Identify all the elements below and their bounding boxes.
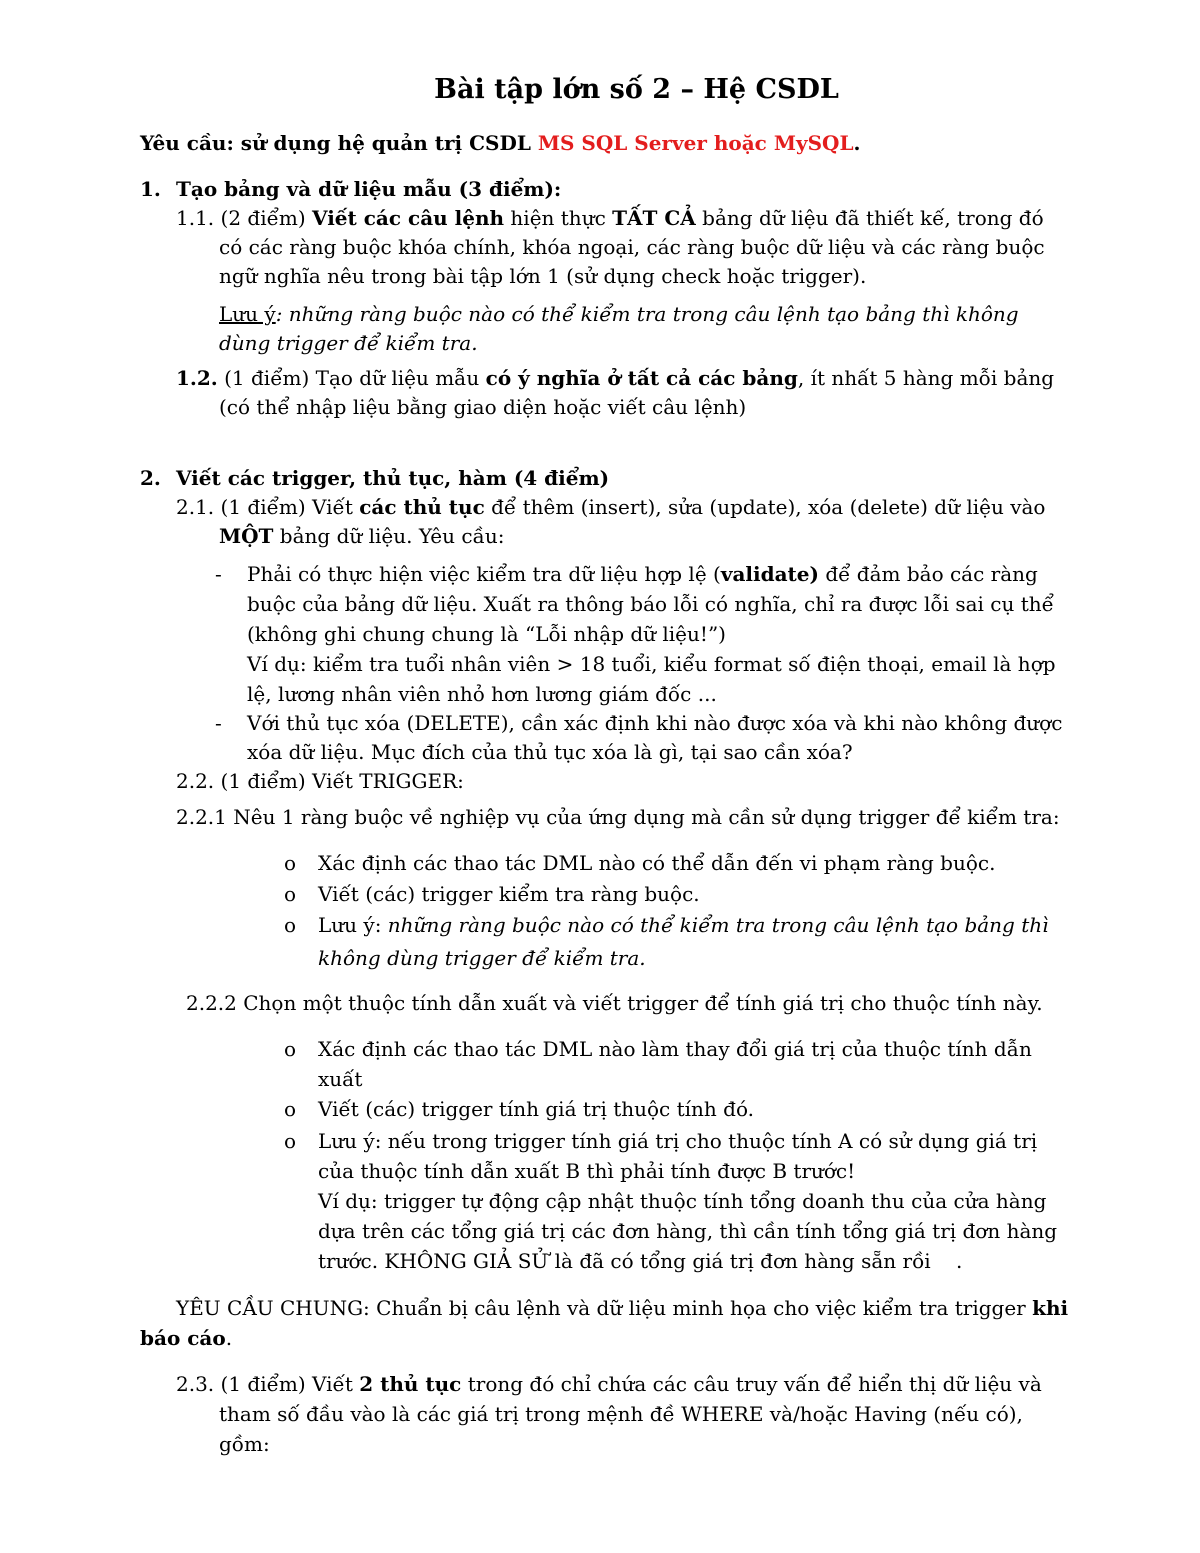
note-1-1-cont: dùng trigger để kiểm tra. [219, 331, 478, 355]
trailing-period: . [956, 1249, 963, 1273]
section-2-heading: Viết các trigger, thủ tục, hàm (4 điểm) [176, 466, 610, 490]
sub-bullet-text: trước. KHÔNG GIẢ SỬ là đã có tổng giá trị đơn hàng sẵn rồi [318, 1249, 931, 1273]
sub-bullet-text: của thuộc tính dẫn xuất B thì phải tính được B trước! [318, 1159, 856, 1183]
item-2-1-line: 2.1. (1 điểm) Viết các thủ tục để thêm (insert), sửa (update), xóa (delete) dữ liệu vào [176, 495, 1046, 519]
item-2-3-line: gồm: [219, 1432, 270, 1456]
item-2-1-line: MỘT bảng dữ liệu. Yêu cầu: [219, 524, 505, 548]
dbms-highlight: MS SQL Server hoặc MySQL [537, 131, 854, 155]
section-1-heading: Tạo bảng và dữ liệu mẫu (3 điểm): [176, 177, 562, 201]
requirement-period: . [853, 131, 861, 155]
bullet-text: (không ghi chung chung là “Lỗi nhập dữ liệu!”) [247, 622, 726, 646]
circle-bullet: o [284, 882, 297, 906]
item-1-1-line: ngữ nghĩa nêu trong bài tập lớn 1 (sử dụng check hoặc trigger). [219, 264, 867, 288]
general-requirement: YÊU CẦU CHUNG: Chuẩn bị câu lệnh và dữ liệu minh họa cho việc kiểm tra trigger khi [176, 1296, 1069, 1320]
dash-bullet: - [215, 711, 222, 735]
bullet-text: Ví dụ: kiểm tra tuổi nhân viên > 18 tuổi, kiểu format số điện thoại, email là hợp [247, 652, 1056, 676]
general-requirement-cont: báo cáo. [140, 1326, 233, 1350]
sub-bullet-text: Xác định các thao tác DML nào làm thay đổi giá trị của thuộc tính dẫn [318, 1037, 1032, 1061]
sub-bullet-text: Lưu ý: những ràng buộc nào có thể kiểm tra trong câu lệnh tạo bảng thì [318, 913, 1049, 937]
item-2-2-heading: 2.2. (1 điểm) Viết TRIGGER: [176, 769, 464, 793]
circle-bullet: o [284, 1129, 297, 1153]
bullet-text: Với thủ tục xóa (DELETE), cần xác định khi nào được xóa và khi nào không được [247, 711, 1063, 735]
bullet-text: lệ, lương nhân viên nhỏ hơn lương giám đốc ... [247, 682, 717, 706]
item-1-2-line: (có thể nhập liệu bằng giao diện hoặc viết câu lệnh) [219, 395, 747, 419]
circle-bullet: o [284, 913, 297, 937]
bullet-text: Phải có thực hiện việc kiểm tra dữ liệu hợp lệ (validate) để đảm bảo các ràng [247, 562, 1038, 586]
requirement-line [140, 133, 860, 153]
bullet-text: xóa dữ liệu. Mục đích của thủ tục xóa là gì, tại sao cần xóa? [247, 740, 853, 764]
section-2-number: 2. [140, 466, 161, 490]
sub-bullet-text: Viết (các) trigger kiểm tra ràng buộc. [318, 882, 700, 906]
section-1-number: 1. [140, 177, 161, 201]
item-2-3-line: tham số đầu vào là các giá trị trong mệnh đề WHERE và/hoặc Having (nếu có), [219, 1402, 1023, 1426]
circle-bullet: o [284, 851, 297, 875]
dash-bullet: - [215, 562, 222, 586]
note-1-1: Lưu ý: những ràng buộc nào có thể kiểm tra trong câu lệnh tạo bảng thì không [219, 302, 1019, 326]
requirement-text: Yêu cầu: sử dụng hệ quản trị CSDL [140, 131, 538, 155]
sub-bullet-text: không dùng trigger để kiểm tra. [318, 946, 646, 970]
item-1-1-line: 1.1. (2 điểm) Viết các câu lệnh hiện thực TẤT CẢ bảng dữ liệu đã thiết kế, trong đó [176, 206, 1044, 230]
bullet-text: buộc của bảng dữ liệu. Xuất ra thông báo lỗi có nghĩa, chỉ ra được lỗi sai cụ thể [247, 592, 1054, 616]
item-1-1-line: có các ràng buộc khóa chính, khóa ngoại, các ràng buộc dữ liệu và các ràng buộc [219, 235, 1045, 259]
item-1-2-line: 1.2. (1 điểm) Tạo dữ liệu mẫu có ý nghĩa ở tất cả các bảng, ít nhất 5 hàng mỗi bảng [176, 366, 1055, 390]
circle-bullet: o [284, 1037, 297, 1061]
sub-bullet-text: dựa trên các tổng giá trị các đơn hàng, thì cần tính tổng giá trị đơn hàng [318, 1219, 1058, 1243]
sub-bullet-text: xuất [318, 1067, 363, 1091]
circle-bullet: o [284, 1097, 297, 1121]
item-2-2-2: 2.2.2 Chọn một thuộc tính dẫn xuất và viết trigger để tính giá trị cho thuộc tính này. [186, 991, 1043, 1015]
sub-bullet-text: Ví dụ: trigger tự động cập nhật thuộc tính tổng doanh thu của cửa hàng [318, 1189, 1047, 1213]
sub-bullet-text: Lưu ý: nếu trong trigger tính giá trị cho thuộc tính A có sử dụng giá trị [318, 1129, 1038, 1153]
note-label: Lưu ý [219, 302, 276, 326]
item-2-2-1: 2.2.1 Nêu 1 ràng buộc về nghiệp vụ của ứng dụng mà cần sử dụng trigger để kiểm tra: [176, 805, 1060, 829]
sub-bullet-text: Viết (các) trigger tính giá trị thuộc tính đó. [318, 1097, 755, 1121]
sub-bullet-text: Xác định các thao tác DML nào có thể dẫn đến vi phạm ràng buộc. [318, 851, 996, 875]
document-title: Bài tập lớn số 2 – Hệ CSDL [434, 74, 839, 105]
item-2-3-line: 2.3. (1 điểm) Viết 2 thủ tục trong đó chỉ chứa các câu truy vấn để hiển thị dữ liệu và [176, 1372, 1042, 1396]
